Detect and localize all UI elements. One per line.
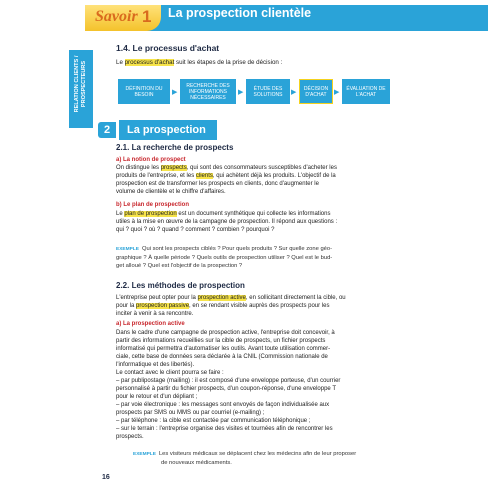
highlight-term: processus d'achat <box>124 59 175 66</box>
arrow-right-icon: ▶ <box>334 89 340 96</box>
section-2-number: 2 <box>98 122 116 138</box>
text-line: – sur le terrain : l'entreprise organise des visites et tournées afin de rencontrer les <box>116 426 333 432</box>
text-line: – par publipostage (mailing) : il est composé d'une enveloppe porteuse, d'un courrier <box>116 378 341 384</box>
text-line: produits de l'entreprise, et les clients, qui achètent déjà les produits. L'objectif de la <box>116 173 336 179</box>
section-1-4-intro <box>116 59 282 66</box>
text-line: qui ? quoi ? où ? quand ? comment ? combien ? pourquoi ? <box>116 227 275 233</box>
page-number: 16 <box>102 474 110 481</box>
text-line: inciter à venir à sa rencontre. <box>116 311 194 317</box>
paragraph-plan-prospection <box>116 210 473 234</box>
example-block-prospects: EXEMPLE Qui sont les prospects ciblés ? Pour quels produits ? Sur quelle zone géo- graphique ? À quelle période ? Quels outils de prospection utiliser ? Quel est le bud- get alloué ? Quel est l'objectif de la prospection ? <box>116 246 333 269</box>
savoir-number: 1 <box>142 7 152 26</box>
paragraph-notion-prospect <box>116 164 473 196</box>
arrow-right-icon: ▶ <box>291 89 297 96</box>
text-line: l'informatique et des libertés). <box>116 362 195 368</box>
arrow-right-icon: ▶ <box>172 89 178 96</box>
text-line: – par voie électronique : les messages sont envoyés de façon individualisée aux <box>116 402 330 408</box>
subsection-b-title: b) Le plan de prospection <box>116 202 190 208</box>
step-box-recherche: RECHERCHE DES INFORMATIONS NÉCESSAIRES <box>180 79 236 104</box>
text-line: pour la prospection passive, en se rendant visible auprès des prospects pour les <box>116 303 330 309</box>
intro-text: Le <box>116 59 125 66</box>
arrow-right-icon: ▶ <box>238 89 244 96</box>
text-line: Le contact avec le client pourra se faire : <box>116 370 224 376</box>
savoir-label: Savoir <box>95 8 138 25</box>
text-line: Dans le cadre d'une campagne de prospection active, l'entreprise doit concevoir, à <box>116 330 335 336</box>
text-line: prospects. <box>116 434 144 440</box>
text-line: prospects par SMS ou MMS ou par courriel (e-mailing) ; <box>116 410 265 416</box>
text-line: Le plan de prospection est un document synthétique qui collecte les informations <box>116 211 331 217</box>
example-label: EXEMPLE <box>133 452 156 457</box>
section-2-title: La prospection <box>119 120 217 140</box>
step-box-besoin: DÉFINITION DU BESOIN <box>118 79 170 104</box>
text-line: volume de clientèle et le chiffre d'affaires. <box>116 189 226 195</box>
subsection-a-active-title: a) La prospection active <box>116 321 185 327</box>
paragraph-prospection-active <box>116 329 473 441</box>
text-line: – par téléphone : la cible est contactée par communication téléphonique ; <box>116 418 311 424</box>
section-2-2-title: 2.2. Les méthodes de prospection <box>116 281 245 290</box>
savoir-tab <box>85 5 161 31</box>
intro-text: suit les étapes de la prise de décision : <box>174 59 283 66</box>
step-box-etude: ÉTUDE DES SOLUTIONS <box>246 79 290 104</box>
paragraph-methodes <box>116 294 473 318</box>
section-1-4-title: 1.4. Le processus d'achat <box>116 43 220 53</box>
step-box-decision: DÉCISION D'ACHAT <box>299 79 333 104</box>
chapter-title: La prospection clientèle <box>168 6 312 20</box>
text-line: ciale, cette base de données sera déclarée à la CNIL (Commission nationale de <box>116 354 328 360</box>
side-category-label: RELATION CLIENTS / PROSPECTEURS <box>74 55 87 113</box>
step-box-evaluation: ÉVALUATION DE L'ACHAT <box>342 79 390 104</box>
text-line: informatisé qui permettra d'automatiser les outils. Avant toute utilisation commer- <box>116 346 331 352</box>
example-label: EXEMPLE <box>116 247 139 252</box>
example-block-visiteurs: EXEMPLE Les visiteurs médicaux se déplacent chez les médecins afin de leur proposer de nouveaux médicaments. <box>133 451 357 466</box>
text-line: partir des informations recueillies sur la cible de prospects, un fichier prospects <box>116 338 326 344</box>
text-line: prospection est de transformer les prospects en clients, donc d'augmenter le <box>116 181 319 187</box>
section-2-1-title: 2.1. La recherche de prospects <box>116 143 234 152</box>
text-line: personnalisé à partir du fichier prospects, d'un coupon-réponse, d'une enveloppe T <box>116 386 336 392</box>
text-line: On distingue les prospects, qui sont des consommateurs susceptibles d'acheter les <box>116 165 337 171</box>
subsection-a-title: a) La notion de prospect <box>116 157 186 163</box>
text-line: utiles à la mise en œuvre de la campagne de prospection. Il répond aux questions : <box>116 219 338 225</box>
text-line: pour le retour et d'un dépliant ; <box>116 394 198 400</box>
text-line: L'entreprise peut opter pour la prospection active, en sollicitant directement la cible, ou <box>116 295 346 301</box>
